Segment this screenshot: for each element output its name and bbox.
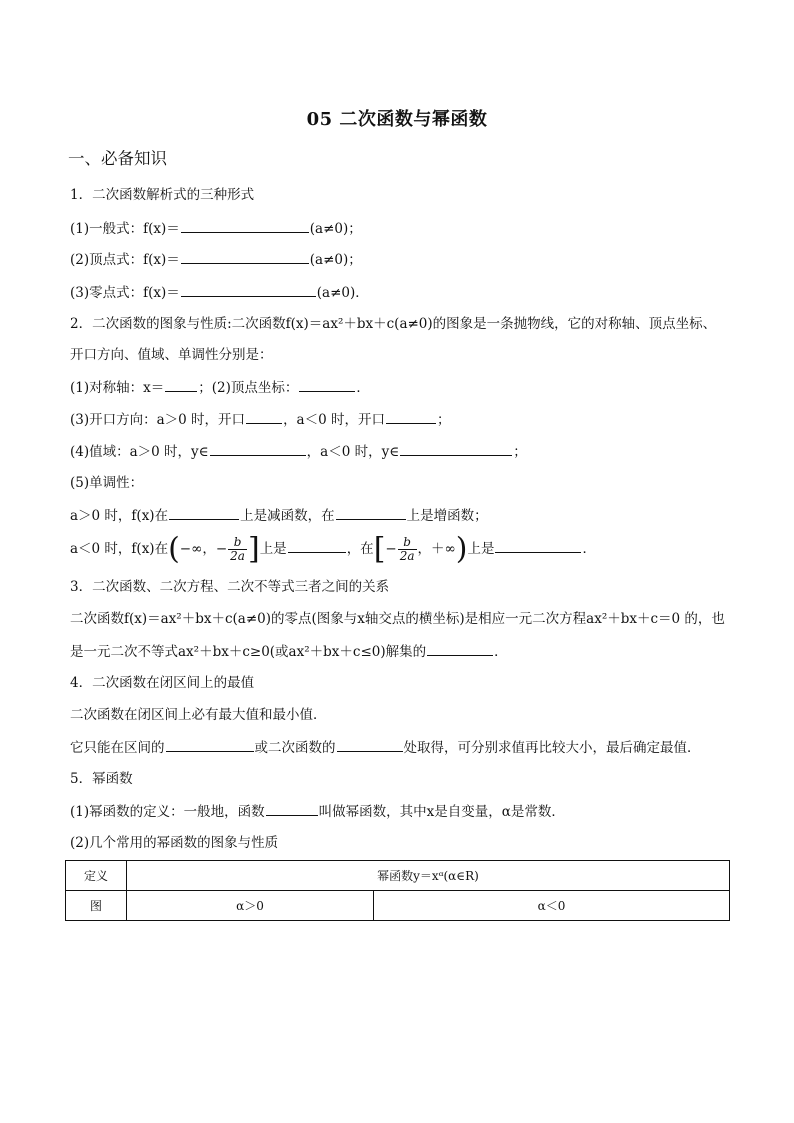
mono-pos-line: a＞0 时，f(x)在 上是减函数，在 上是增函数；: [70, 508, 488, 524]
axis-blank[interactable]: [165, 378, 197, 392]
item2-line1: 2．二次函数的图象与性质:二次函数f(x)＝ax²＋bx＋c(a≠0)的图象是一条抛物线，它的对称轴、顶点坐标、: [70, 316, 717, 332]
table-row: [66, 891, 730, 921]
mono-neg-line: a＜0 时，f(x)在(−∞，− $\frac{b}{2a}$ ]上是 ，在[− $\frac{b}{2a}$ ，＋∞)上是 ．: [70, 531, 596, 567]
item4-heading: 4．二次函数在闭区间上的最值: [70, 675, 255, 691]
table-col-alpha-negative: α＜0: [374, 891, 730, 921]
open-down-blank[interactable]: [386, 410, 436, 424]
item4-line1: 二次函数在闭区间上必有最大值和最小值．: [70, 707, 327, 723]
power-function-table: [65, 860, 730, 921]
table-label-graph: 图: [66, 891, 127, 921]
fraction-b-over-2a-2: $\frac{b}{2a}$: [399, 535, 415, 563]
interval-endpoint-blank[interactable]: [166, 738, 254, 752]
mono-neg-second-blank[interactable]: [495, 539, 581, 553]
item4-line2: 它只能在区间的 或二次函数的 处取得，可分别求值再比较大小，最后确定最值．: [70, 740, 701, 756]
item5-heading: 5．幂函数: [70, 771, 133, 787]
vertex-position-blank[interactable]: [337, 738, 403, 752]
vertex-form-line: (2)顶点式：f(x)＝ (a≠0)；: [70, 252, 362, 268]
range-neg-blank[interactable]: [400, 442, 512, 456]
table-definition-value: 幂函数y＝xᵅ(α∈R): [127, 861, 730, 891]
mono-neg-first-blank[interactable]: [288, 539, 346, 553]
mono-inc-blank[interactable]: [336, 506, 406, 520]
general-form-line: (1)一般式：f(x)＝ (a≠0)；: [70, 221, 362, 237]
monotonicity-heading: (5)单调性：: [70, 475, 144, 491]
mono-dec-blank[interactable]: [169, 506, 239, 520]
general-form-blank[interactable]: [181, 219, 309, 233]
range-line: (4)值域：a＞0 时，y∈ ，a＜0 时，y∈ ；: [70, 444, 527, 460]
fraction-b-over-2a: $\frac{b}{2a}$: [230, 535, 245, 563]
zero-form-blank[interactable]: [181, 283, 316, 297]
table-label-definition: 定义: [66, 861, 127, 891]
item3-heading: 3．二次函数、二次方程、二次不等式三者之间的关系: [70, 579, 390, 595]
open-up-blank[interactable]: [246, 410, 282, 424]
power-function-definition: (1)幂函数的定义：一般地，函数 叫做幂函数，其中x是自变量，α是常数．: [70, 804, 565, 820]
opening-line: (3)开口方向：a＞0 时，开口 ，a＜0 时，开口 ；: [70, 412, 451, 428]
item2-line2: 开口方向、值域、单调性分别是：: [70, 347, 273, 363]
power-function-blank[interactable]: [266, 802, 318, 816]
vertex-blank[interactable]: [299, 378, 355, 392]
zero-form-line: (3)零点式：f(x)＝ (a≠0)．: [70, 285, 369, 301]
range-pos-blank[interactable]: [210, 442, 306, 456]
power-function-subheading: (2)几个常用的幂函数的图象与性质: [70, 835, 279, 851]
table-col-alpha-positive: α＞0: [127, 891, 374, 921]
item1-heading: 1．二次函数解析式的三种形式: [70, 187, 255, 203]
solution-set-blank[interactable]: [427, 642, 493, 656]
vertex-form-blank[interactable]: [181, 250, 309, 264]
section-heading: 一、必备知识: [68, 149, 167, 168]
table-row: [66, 861, 730, 891]
page-title: 05 二次函数与幂函数: [306, 109, 488, 130]
item3-line2: 是一元二次不等式ax²＋bx＋c≥0(或ax²＋bx＋c≤0)解集的 ．: [70, 644, 508, 660]
item3-line1: 二次函数f(x)＝ax²＋bx＋c(a≠0)的零点(图象与x轴交点的横坐标)是相应一元二次方程ax²＋bx＋c＝0 的，也: [70, 611, 725, 627]
axis-vertex-line: (1)对称轴：x＝ ；(2)顶点坐标： ．: [70, 380, 370, 396]
